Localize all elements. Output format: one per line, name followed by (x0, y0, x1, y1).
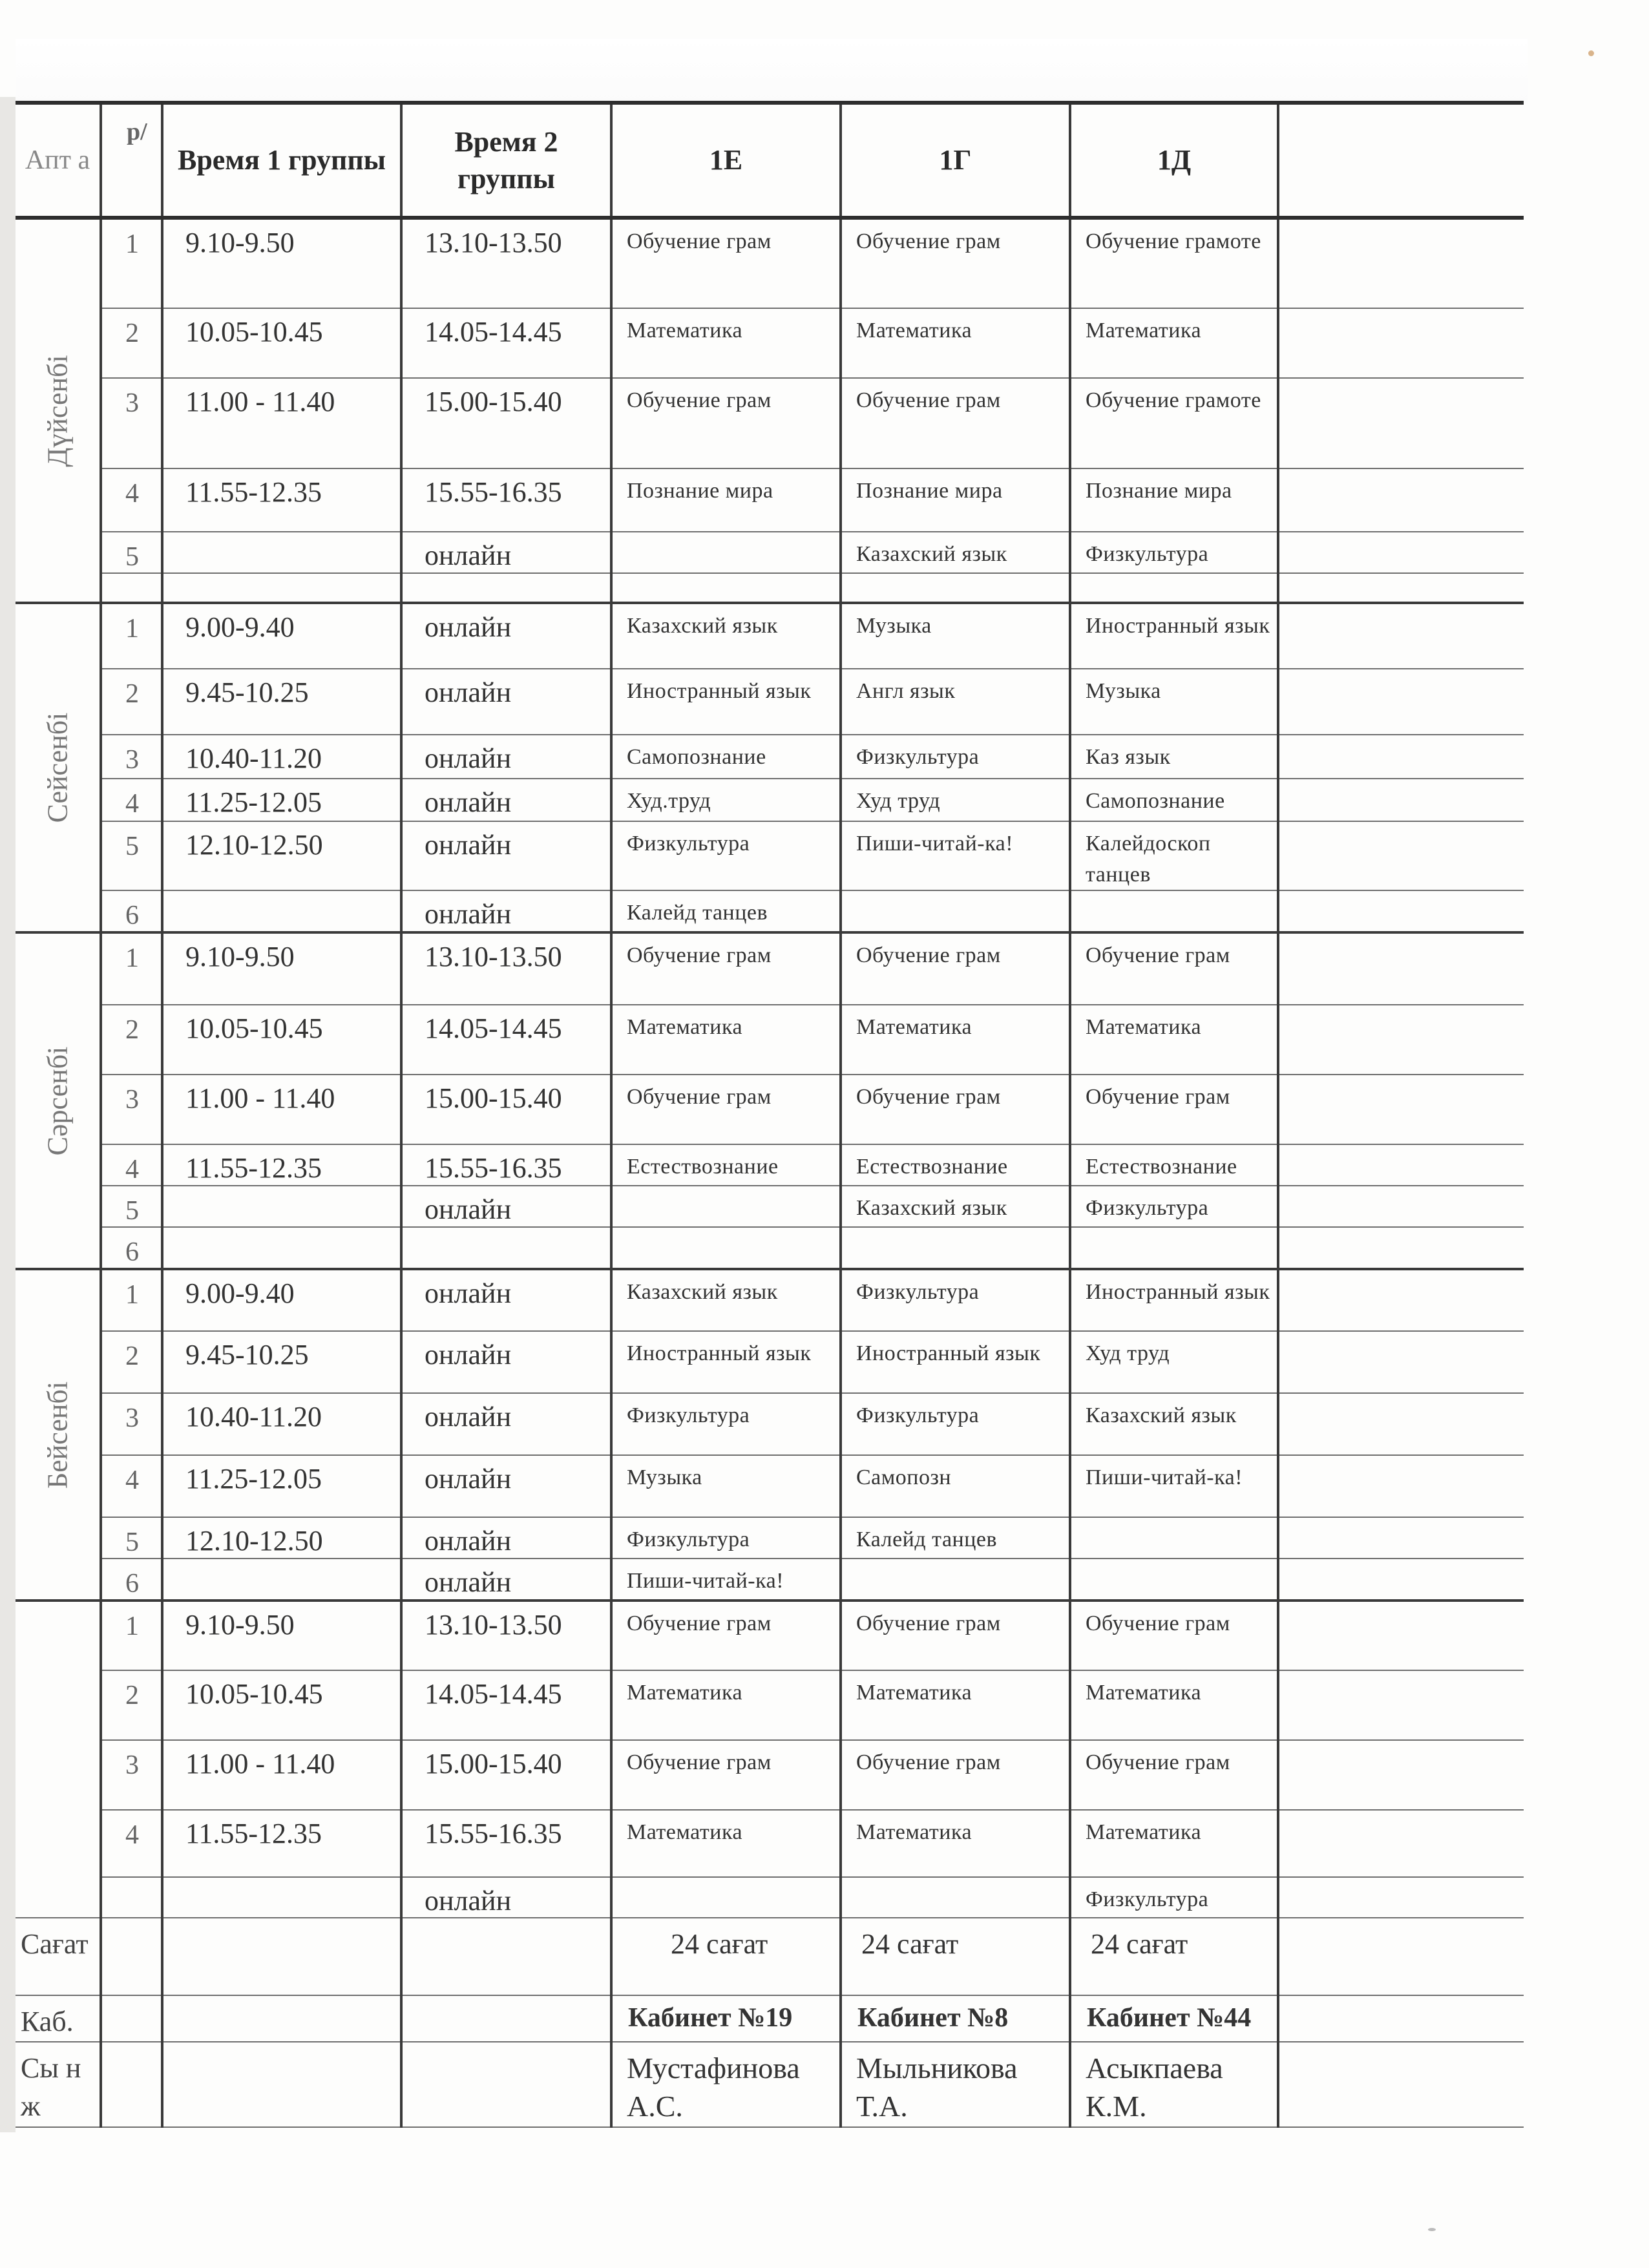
subject-1e (611, 1877, 841, 1918)
time-group-2: 14.05-14.45 (401, 308, 611, 378)
day-name-cell (16, 603, 101, 932)
lesson-number: 1 (101, 1269, 162, 1331)
lesson-row (16, 378, 1524, 468)
subject-1g: Обучение грам (841, 1075, 1070, 1144)
subject-1e: Обучение грам (611, 1075, 841, 1144)
cabinet-1d: Кабинет №44 (1070, 1995, 1278, 2041)
subject-1e: Казахский язык (611, 603, 841, 669)
lesson-number: 3 (101, 1075, 162, 1144)
time-group-2: онлайн (401, 821, 611, 890)
header-lesson-number: р/ (101, 103, 162, 218)
lesson-row (16, 1227, 1524, 1269)
lesson-row (16, 1144, 1524, 1186)
lesson-number: 6 (101, 1559, 162, 1601)
time-group-1: 11.55-12.35 (162, 468, 401, 532)
subject-1g: Физкультура (841, 1393, 1070, 1455)
subject-1d: Самопознание (1070, 779, 1278, 821)
lesson-row (16, 468, 1524, 532)
lesson-row (16, 1517, 1524, 1559)
scan-speck (1588, 50, 1594, 56)
subject-1e: Обучение грам (611, 378, 841, 468)
day-name: Бейсенбі (41, 1381, 74, 1489)
time-group-1: 11.55-12.35 (162, 1810, 401, 1877)
subject-1g: Физкультура (841, 735, 1070, 779)
lesson-row (16, 603, 1524, 669)
lesson-number (101, 573, 162, 603)
time-group-2: 13.10-13.50 (401, 1601, 611, 1670)
subject-1d: Познание мира (1070, 468, 1278, 532)
lesson-number (101, 1877, 162, 1918)
time-group-1: 12.10-12.50 (162, 1517, 401, 1559)
time-group-2: 15.55-16.35 (401, 1144, 611, 1186)
subject-1d: Худ труд (1070, 1331, 1278, 1393)
subject-1d (1070, 573, 1278, 603)
subject-1g: Калейд танцев (841, 1517, 1070, 1559)
lesson-number: 1 (101, 932, 162, 1005)
time-group-2: онлайн (401, 603, 611, 669)
subject-1d: Математика (1070, 308, 1278, 378)
time-group-1: 9.00-9.40 (162, 1269, 401, 1331)
subject-1e: Математика (611, 1810, 841, 1877)
lesson-number: 2 (101, 669, 162, 735)
teacher-1g: Мыльникова Т.А. (841, 2042, 1070, 2127)
lesson-row (16, 1005, 1524, 1075)
extra-column-cell (1278, 1559, 1524, 1601)
lesson-row (16, 1269, 1524, 1331)
header-time-group-2: Время 2 группы (401, 103, 611, 218)
time-group-1: 11.25-12.05 (162, 779, 401, 821)
lesson-number: 3 (101, 378, 162, 468)
lesson-row (16, 1810, 1524, 1877)
time-group-1: 11.00 - 11.40 (162, 1075, 401, 1144)
subject-1e: Самопознание (611, 735, 841, 779)
extra-column-cell (1278, 1810, 1524, 1877)
lesson-number: 5 (101, 532, 162, 573)
extra-column-cell (1278, 1075, 1524, 1144)
subject-1e: Худ.труд (611, 779, 841, 821)
lesson-row (16, 1186, 1524, 1227)
cabinet-row (16, 1995, 1524, 2041)
extra-column-cell (1278, 1269, 1524, 1331)
subject-1e: Калейд танцев (611, 890, 841, 932)
subject-1e: Познание мира (611, 468, 841, 532)
subject-1e: Музыка (611, 1455, 841, 1517)
subject-1e (611, 1186, 841, 1227)
cabinet-empty-t2 (401, 1995, 611, 2041)
extra-column-cell (1278, 468, 1524, 532)
extra-column-cell (1278, 669, 1524, 735)
lesson-number: 6 (101, 1227, 162, 1269)
extra-column-cell (1278, 1601, 1524, 1670)
extra-column-cell (1278, 1227, 1524, 1269)
lesson-number: 3 (101, 1393, 162, 1455)
lesson-row (16, 1331, 1524, 1393)
time-group-2: онлайн (401, 1331, 611, 1393)
subject-1g: Математика (841, 1810, 1070, 1877)
lesson-number: 1 (101, 1601, 162, 1670)
time-group-1: 11.55-12.35 (162, 1144, 401, 1186)
extra-column-cell (1278, 1517, 1524, 1559)
time-group-2: онлайн (401, 779, 611, 821)
subject-1g (841, 1227, 1070, 1269)
subject-1d: Обучение грам (1070, 1740, 1278, 1810)
day-name-cell (16, 218, 101, 603)
hours-extra (1278, 1918, 1524, 1995)
lesson-row (16, 890, 1524, 932)
subject-1d: Иностранный язык (1070, 603, 1278, 669)
header-class-1g: 1Г (841, 103, 1070, 218)
subject-1e (611, 1227, 841, 1269)
day-name: Сейсенбі (41, 712, 74, 823)
extra-column-cell (1278, 1331, 1524, 1393)
teacher-1e: Мустафинова А.С. (611, 2042, 841, 2127)
teacher-empty-t2 (401, 2042, 611, 2127)
subject-1d: Обучение грамоте (1070, 218, 1278, 308)
subject-1d: Музыка (1070, 669, 1278, 735)
header-apta: Апт а (16, 103, 101, 218)
time-group-2: онлайн (401, 1186, 611, 1227)
hours-1d: 24 сағат (1070, 1918, 1278, 1995)
time-group-1 (162, 1877, 401, 1918)
day-name: Сәрсенбі (41, 1046, 74, 1156)
extra-column-cell (1278, 1144, 1524, 1186)
lesson-number: 3 (101, 1740, 162, 1810)
extra-column-cell (1278, 932, 1524, 1005)
subject-1g (841, 1559, 1070, 1601)
extra-column-cell (1278, 735, 1524, 779)
subject-1d: Математика (1070, 1810, 1278, 1877)
lesson-number: 3 (101, 735, 162, 779)
teacher-1d: Асыкпаева К.М. (1070, 2042, 1278, 2127)
time-group-1: 11.00 - 11.40 (162, 378, 401, 468)
time-group-1 (162, 1186, 401, 1227)
subject-1d: Обучение грам (1070, 932, 1278, 1005)
time-group-1: 10.40-11.20 (162, 735, 401, 779)
subject-1e: Обучение грам (611, 932, 841, 1005)
time-group-2: 13.10-13.50 (401, 218, 611, 308)
time-group-2: онлайн (401, 532, 611, 573)
scan-top-margin (16, 39, 1528, 103)
schedule-body (16, 218, 1524, 1918)
time-group-1: 9.45-10.25 (162, 1331, 401, 1393)
subject-1g: Обучение грам (841, 378, 1070, 468)
time-group-2: 15.55-16.35 (401, 1810, 611, 1877)
subject-1d: Математика (1070, 1005, 1278, 1075)
time-group-2: 15.00-15.40 (401, 378, 611, 468)
lesson-row (16, 1455, 1524, 1517)
time-group-1: 11.00 - 11.40 (162, 1740, 401, 1810)
header-extra (1278, 103, 1524, 218)
subject-1e: Пиши-читай-ка! (611, 1559, 841, 1601)
time-group-1: 10.05-10.45 (162, 1005, 401, 1075)
lesson-row (16, 735, 1524, 779)
lesson-row (16, 932, 1524, 1005)
lesson-number: 4 (101, 1810, 162, 1877)
teacher-label: Сы н ж (16, 2042, 101, 2127)
subject-1e: Естествознание (611, 1144, 841, 1186)
time-group-2: онлайн (401, 669, 611, 735)
hours-1g: 24 сағат (841, 1918, 1070, 1995)
lesson-number: 5 (101, 1517, 162, 1559)
hours-row (16, 1918, 1524, 1995)
lesson-row (16, 308, 1524, 378)
subject-1d: Естествознание (1070, 1144, 1278, 1186)
lesson-row (16, 1559, 1524, 1601)
extra-column-cell (1278, 573, 1524, 603)
time-group-2: 14.05-14.45 (401, 1005, 611, 1075)
time-group-1: 9.00-9.40 (162, 603, 401, 669)
lesson-row (16, 779, 1524, 821)
lesson-row (16, 821, 1524, 890)
hours-label: Сағат (16, 1918, 101, 1995)
time-group-2: 13.10-13.50 (401, 932, 611, 1005)
day-name-cell (16, 1269, 101, 1601)
time-group-1: 10.40-11.20 (162, 1393, 401, 1455)
lesson-number: 5 (101, 1186, 162, 1227)
extra-column-cell (1278, 779, 1524, 821)
subject-1d (1070, 890, 1278, 932)
subject-1g: Англ язык (841, 669, 1070, 735)
subject-1e: Казахский язык (611, 1269, 841, 1331)
time-group-2 (401, 573, 611, 603)
time-group-1: 11.25-12.05 (162, 1455, 401, 1517)
scan-speck (1428, 2228, 1436, 2231)
teacher-empty-t1 (162, 2042, 401, 2127)
subject-1e: Физкультура (611, 821, 841, 890)
subject-1e: Иностранный язык (611, 1331, 841, 1393)
subject-1g: Музыка (841, 603, 1070, 669)
subject-1g: Математика (841, 308, 1070, 378)
lesson-row (16, 1670, 1524, 1740)
schedule-table (16, 101, 1524, 2128)
extra-column-cell (1278, 218, 1524, 308)
subject-1d: Пиши-читай-ка! (1070, 1455, 1278, 1517)
subject-1g: Обучение грам (841, 1601, 1070, 1670)
lesson-row (16, 532, 1524, 573)
subject-1d: Физкультура (1070, 1186, 1278, 1227)
subject-1e: Физкультура (611, 1517, 841, 1559)
hours-empty-t1 (162, 1918, 401, 1995)
extra-column-cell (1278, 603, 1524, 669)
hours-empty-num (101, 1918, 162, 1995)
extra-column-cell (1278, 1455, 1524, 1517)
hours-1e: 24 сағат (611, 1918, 841, 1995)
subject-1e: Обучение грам (611, 1740, 841, 1810)
subject-1g: Математика (841, 1670, 1070, 1740)
subject-1g (841, 573, 1070, 603)
subject-1g: Казахский язык (841, 532, 1070, 573)
subject-1d: Физкультура (1070, 1877, 1278, 1918)
time-group-2: онлайн (401, 1517, 611, 1559)
lesson-number: 4 (101, 468, 162, 532)
cabinet-extra (1278, 1995, 1524, 2041)
time-group-2: онлайн (401, 890, 611, 932)
subject-1d (1070, 1559, 1278, 1601)
lesson-number: 4 (101, 779, 162, 821)
subject-1e: Физкультура (611, 1393, 841, 1455)
subject-1d: Физкультура (1070, 532, 1278, 573)
lesson-number: 4 (101, 1455, 162, 1517)
subject-1g (841, 1877, 1070, 1918)
time-group-1: 9.10-9.50 (162, 1601, 401, 1670)
subject-1d: Калейдоскоп танцев (1070, 821, 1278, 890)
cabinet-empty-t1 (162, 1995, 401, 2041)
day-name: Дүйсенбі (41, 354, 74, 467)
time-group-2: онлайн (401, 1393, 611, 1455)
teacher-row (16, 2042, 1524, 2127)
lesson-row (16, 218, 1524, 308)
lesson-number: 5 (101, 821, 162, 890)
subject-1d (1070, 1517, 1278, 1559)
subject-1e: Обучение грам (611, 218, 841, 308)
header-time-group-1: Время 1 группы (162, 103, 401, 218)
time-group-1 (162, 890, 401, 932)
subject-1d: Обучение грам (1070, 1601, 1278, 1670)
time-group-2: 14.05-14.45 (401, 1670, 611, 1740)
time-group-1: 12.10-12.50 (162, 821, 401, 890)
lesson-row (16, 1393, 1524, 1455)
lesson-number: 1 (101, 218, 162, 308)
extra-column-cell (1278, 1393, 1524, 1455)
subject-1g: Физкультура (841, 1269, 1070, 1331)
lesson-number: 2 (101, 1005, 162, 1075)
time-group-1: 10.05-10.45 (162, 1670, 401, 1740)
subject-1g: Естествознание (841, 1144, 1070, 1186)
extra-column-cell (1278, 308, 1524, 378)
time-group-1 (162, 532, 401, 573)
lesson-number: 2 (101, 1670, 162, 1740)
lesson-number: 6 (101, 890, 162, 932)
lesson-number: 1 (101, 603, 162, 669)
subject-1d: Каз язык (1070, 735, 1278, 779)
subject-1g: Обучение грам (841, 218, 1070, 308)
subject-1d: Иностранный язык (1070, 1269, 1278, 1331)
lesson-row (16, 669, 1524, 735)
time-group-1: 10.05-10.45 (162, 308, 401, 378)
extra-column-cell (1278, 378, 1524, 468)
time-group-1: 9.45-10.25 (162, 669, 401, 735)
hours-empty-t2 (401, 1918, 611, 1995)
cabinet-1g: Кабинет №8 (841, 1995, 1070, 2041)
subject-1e (611, 532, 841, 573)
cabinet-label: Каб. (16, 1995, 101, 2041)
time-group-2: 15.00-15.40 (401, 1075, 611, 1144)
time-group-2: онлайн (401, 1877, 611, 1918)
subject-1d (1070, 1227, 1278, 1269)
subject-1d: Обучение грамоте (1070, 378, 1278, 468)
time-group-2: онлайн (401, 1269, 611, 1331)
time-group-2: 15.00-15.40 (401, 1740, 611, 1810)
time-group-2 (401, 1227, 611, 1269)
lesson-row (16, 1740, 1524, 1810)
subject-1g: Иностранный язык (841, 1331, 1070, 1393)
extra-column-cell (1278, 821, 1524, 890)
subject-1e: Математика (611, 308, 841, 378)
time-group-1 (162, 573, 401, 603)
extra-column-cell (1278, 1005, 1524, 1075)
lesson-row (16, 1601, 1524, 1670)
time-group-1 (162, 1559, 401, 1601)
time-group-1: 9.10-9.50 (162, 932, 401, 1005)
day-name-cell (16, 1601, 101, 1918)
cabinet-1e: Кабинет №19 (611, 1995, 841, 2041)
extra-column-cell (1278, 890, 1524, 932)
time-group-2: онлайн (401, 1559, 611, 1601)
subject-1d: Обучение грам (1070, 1075, 1278, 1144)
extra-column-cell (1278, 1670, 1524, 1740)
teacher-empty-num (101, 2042, 162, 2127)
subject-1g: Познание мира (841, 468, 1070, 532)
time-group-1: 9.10-9.50 (162, 218, 401, 308)
subject-1g: Математика (841, 1005, 1070, 1075)
subject-1g (841, 890, 1070, 932)
lesson-number: 2 (101, 308, 162, 378)
time-group-2: 15.55-16.35 (401, 468, 611, 532)
lesson-row (16, 1877, 1524, 1918)
subject-1g: Обучение грам (841, 932, 1070, 1005)
extra-column-cell (1278, 1186, 1524, 1227)
lesson-number: 4 (101, 1144, 162, 1186)
time-group-1 (162, 1227, 401, 1269)
extra-column-cell (1278, 1740, 1524, 1810)
header-class-1e: 1Е (611, 103, 841, 218)
subject-1g: Обучение грам (841, 1740, 1070, 1810)
extra-column-cell (1278, 1877, 1524, 1918)
teacher-extra (1278, 2042, 1524, 2127)
day-name-cell (16, 932, 101, 1269)
subject-1g: Худ труд (841, 779, 1070, 821)
scan-edge-shadow (0, 97, 16, 2132)
time-group-2: онлайн (401, 735, 611, 779)
subject-1g: Самопозн (841, 1455, 1070, 1517)
cabinet-empty-num (101, 1995, 162, 2041)
header-row (16, 103, 1524, 218)
lesson-row (16, 573, 1524, 603)
subject-1e: Математика (611, 1670, 841, 1740)
subject-1e (611, 573, 841, 603)
subject-1g: Пиши-читай-ка! (841, 821, 1070, 890)
lesson-number: 2 (101, 1331, 162, 1393)
subject-1d: Математика (1070, 1670, 1278, 1740)
extra-column-cell (1278, 532, 1524, 573)
time-group-2: онлайн (401, 1455, 611, 1517)
header-class-1d: 1Д (1070, 103, 1278, 218)
subject-1e: Обучение грам (611, 1601, 841, 1670)
subject-1d: Казахский язык (1070, 1393, 1278, 1455)
subject-1g: Казахский язык (841, 1186, 1070, 1227)
subject-1e: Математика (611, 1005, 841, 1075)
lesson-row (16, 1075, 1524, 1144)
subject-1e: Иностранный язык (611, 669, 841, 735)
